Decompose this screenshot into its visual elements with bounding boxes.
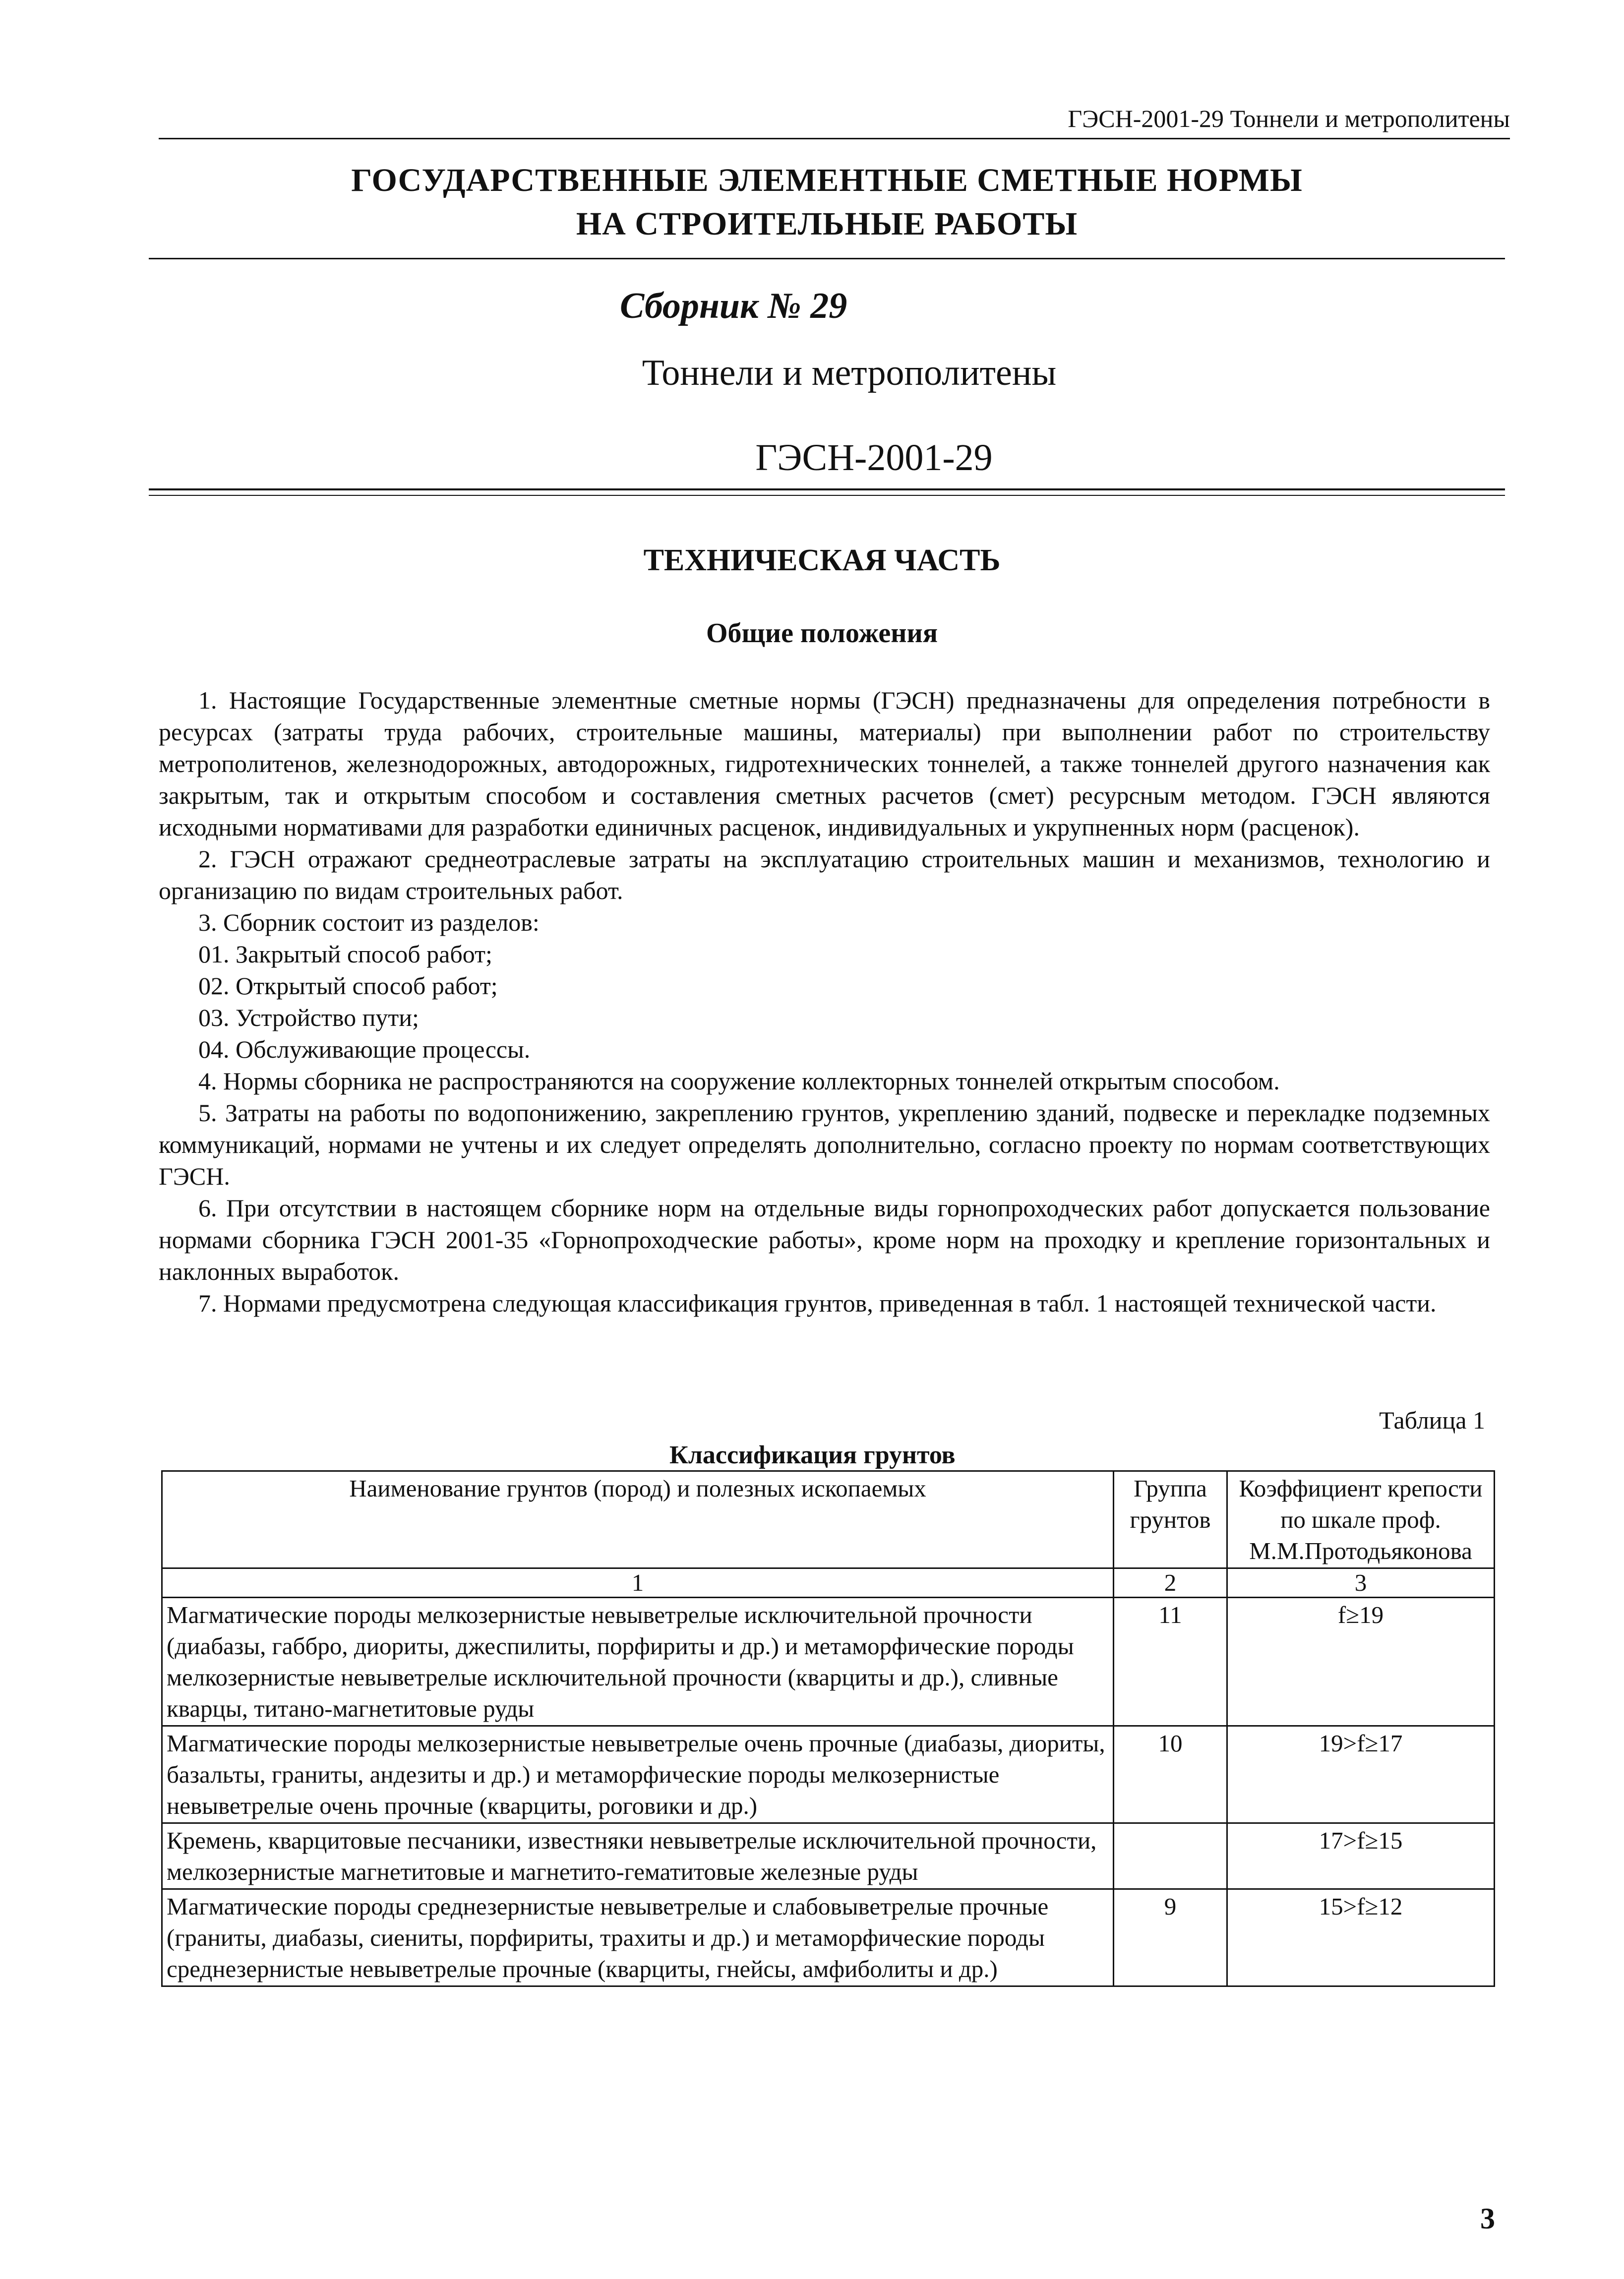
hardness-coefficient-cell: f≥19 [1227,1598,1495,1726]
table-row [162,1726,1495,1823]
hardness-coefficient-cell: 19>f≥17 [1227,1726,1495,1823]
table-number: Таблица 1 [1379,1406,1485,1434]
body-text [159,684,1490,1319]
document-code: ГЭСН-2001-29 [755,437,993,479]
soil-group-cell [1114,1823,1227,1889]
paragraph-4: 4. Нормы сборника не распространяются на сооружение коллекторных тоннелей открытым способом. [198,1067,1280,1095]
paragraph-6: 6. При отсутствии в настоящем сборнике норм на отдельные виды горнопроходческих работ допускается пользование нормами сборника ГЭСН 2001-35 «Горнопроходческие работы», кроме норм на проходку и крепление горизонтальных и наклонных выработок. [159,1194,1490,1285]
soil-name-cell: Кремень, кварцитовые песчаники, известняки невыветрелые исключительной прочности, мелкозернистые магнетитовые и магнетито-гематитовые железные руды [162,1823,1114,1889]
running-head: ГЭСН-2001-29 Тоннели и метрополитены [1068,105,1510,132]
soil-group-cell: 11 [1114,1598,1227,1726]
hardness-coefficient-cell: 15>f≥12 [1227,1889,1495,1986]
paragraph-7: 7. Нормами предусмотрена следующая классификация грунтов, приведенная в табл. 1 настоящей технической части. [198,1289,1437,1317]
page-number: 3 [1480,2202,1495,2235]
paragraph-5: 5. Затраты на работы по водопонижению, закреплению грунтов, укреплению зданий, подвеске и перекладке подземных коммуникаций, нормами не учтены и их следует определять дополнительно, согласно проекту по нормам соответствующих ГЭСН. [159,1099,1490,1190]
section-list-item: 03. Устройство пути; [198,1004,419,1031]
section-list-item: 01. Закрытый способ работ; [198,940,492,968]
header-hardness-coefficient: Коэффициент крепости по шкале проф. М.М.Протодьяконова [1227,1471,1495,1568]
section-list-item: 04. Обслуживающие процессы. [198,1035,531,1063]
column-number: 3 [1227,1568,1495,1598]
table-header-row [162,1471,1495,1568]
paragraph-2: 2. ГЭСН отражают среднеотраслевые затраты на эксплуатацию строительных машин и механизмов, технологию и организацию по видам строительных работ. [159,845,1490,904]
double-rule-thick [149,488,1505,490]
section-list-item: 02. Открытый способ работ; [198,972,498,1000]
column-number-row [162,1568,1495,1598]
column-number: 2 [1114,1568,1227,1598]
soil-name-cell: Магматические породы среднезернистые невыветрелые и слабовыветрелые прочные (граниты, диабазы, сиениты, порфириты, трахиты и др.) и метаморфические породы среднезернистые невыветрелые прочные (кварциты, гнейсы, амфиболиты и др.) [162,1889,1114,1986]
main-title-line-1: ГОСУДАРСТВЕННЫЕ ЭЛЕМЕНТНЫЕ СМЕТНЫЕ НОРМЫ [351,162,1303,198]
table-row [162,1823,1495,1889]
soil-group-cell: 10 [1114,1726,1227,1823]
main-title-line-2: НА СТРОИТЕЛЬНЫЕ РАБОТЫ [576,206,1078,242]
soil-classification-table [161,1470,1495,1987]
soil-group-cell: 9 [1114,1889,1227,1986]
paragraph-1: 1. Настоящие Государственные элементные сметные нормы (ГЭСН) предназначены для определения потребности в ресурсах (затраты труда рабочих, строительные машины, материалы) при выполнении работ по строительству метрополитенов, железнодорожных, автодорожных, гидротехнических тоннелей, а также тоннелей другого назначения как закрытым, так и открытым способом и составления сметных расчетов (смет) ресурсным методом. ГЭСН являются исходными нормативами для разработки единичных расценок, индивидуальных и укрупненных норм (расценок). [159,686,1490,841]
title-rule [149,258,1505,259]
table-row [162,1598,1495,1726]
soil-name-cell: Магматические породы мелкозернистые невыветрелые исключительной прочности (диабазы, габбро, диориты, джеспилиты, порфириты и др.) и метаморфические породы мелкозернистые невыветрелые исключительной прочности (кварциты и др.), сливные кварцы, титано-магнетитовые руды [162,1598,1114,1726]
soil-name-cell: Магматические породы мелкозернистые невыветрелые очень прочные (диабазы, диориты, базальты, граниты, андезиты и др.) и метаморфические породы мелкозернистые невыветрелые очень прочные (кварциты, роговики и др.) [162,1726,1114,1823]
paragraph-3: 3. Сборник состоит из разделов: [198,908,540,936]
header-soil-name: Наименование грунтов (пород) и полезных ископаемых [162,1471,1114,1568]
hardness-coefficient-cell: 17>f≥15 [1227,1823,1495,1889]
header-soil-group: Группа грунтов [1114,1471,1227,1568]
collection-subtitle: Тоннели и метрополитены [642,353,1057,393]
column-number: 1 [162,1568,1114,1598]
header-rule [159,138,1510,139]
main-title [149,159,1505,246]
collection-number: Сборник № 29 [620,286,847,326]
table-row [162,1889,1495,1986]
section-heading: ТЕХНИЧЕСКАЯ ЧАСТЬ [643,543,1001,577]
double-rule-thin [149,495,1505,496]
table-title: Классификация грунтов [669,1441,956,1469]
section-subheading: Общие положения [706,618,938,649]
